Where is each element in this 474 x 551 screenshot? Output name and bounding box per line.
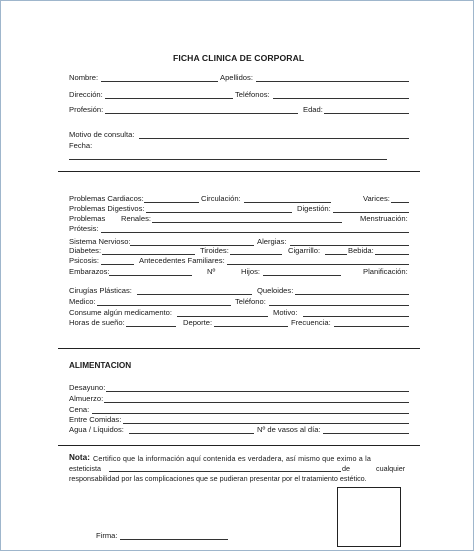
label-telefono: Teléfono: bbox=[235, 297, 266, 306]
input-almuerzo-line[interactable] bbox=[104, 402, 409, 403]
alimentacion-heading: ALIMENTACION bbox=[69, 361, 132, 370]
input-circulacion-line[interactable] bbox=[244, 202, 331, 203]
label-hijos: Hijos: bbox=[241, 267, 260, 276]
label-edad: Edad: bbox=[303, 105, 323, 114]
label-queloides: Queloides: bbox=[257, 286, 294, 295]
nota-line-2-de: de bbox=[342, 464, 350, 473]
input-esteticista-line[interactable] bbox=[109, 471, 341, 472]
input-apellidos-line[interactable] bbox=[256, 81, 409, 82]
label-motivo-consulta: Motivo de consulta: bbox=[69, 130, 135, 139]
input-protesis-line[interactable] bbox=[101, 232, 409, 233]
input-profesion-line[interactable] bbox=[105, 113, 298, 114]
label-antecedentes-familiares: Antecedentes Familiares: bbox=[139, 256, 225, 265]
input-psicosis-line[interactable] bbox=[101, 264, 134, 265]
input-fecha-line[interactable] bbox=[69, 159, 387, 160]
label-telefonos: Teléfonos: bbox=[235, 90, 270, 99]
label-tiroides: Tiroides: bbox=[200, 246, 229, 255]
label-firma: Firma: bbox=[96, 531, 118, 540]
input-medicamento-line[interactable] bbox=[177, 316, 268, 317]
input-cena-line[interactable] bbox=[92, 413, 409, 414]
input-bebida-line[interactable] bbox=[375, 254, 409, 255]
input-embarazos-line[interactable] bbox=[109, 275, 192, 276]
input-direccion-line[interactable] bbox=[105, 98, 233, 99]
label-frecuencia: Frecuencia: bbox=[291, 318, 331, 327]
label-desayuno: Desayuno: bbox=[69, 383, 106, 392]
input-motivo-consulta-line[interactable] bbox=[139, 138, 409, 139]
input-telefono-line[interactable] bbox=[269, 305, 409, 306]
input-nervioso-line[interactable] bbox=[130, 245, 254, 246]
nota-line-2-start: esteticista bbox=[69, 464, 101, 473]
form-title: FICHA CLINICA DE CORPORAL bbox=[173, 53, 305, 63]
section-divider-3 bbox=[58, 445, 420, 446]
label-medico: Medico: bbox=[69, 297, 96, 306]
label-bebida: Bebida: bbox=[348, 246, 374, 255]
label-direccion: Dirección: bbox=[69, 90, 103, 99]
input-cirugias-line[interactable] bbox=[137, 294, 252, 295]
photo-box bbox=[337, 487, 401, 547]
input-digestion-line[interactable] bbox=[333, 212, 409, 213]
label-embarazos: Embarazos: bbox=[69, 267, 110, 276]
input-diabetes-line[interactable] bbox=[102, 254, 195, 255]
input-hijos-line[interactable] bbox=[263, 275, 341, 276]
label-agua-liquidos: Agua / Líquidos: bbox=[69, 425, 124, 434]
label-fecha: Fecha: bbox=[69, 141, 93, 150]
input-firma-line[interactable] bbox=[120, 539, 228, 540]
input-motivo-line[interactable] bbox=[303, 316, 409, 317]
label-cirugias-plasticas: Cirugías Plásticas: bbox=[69, 286, 132, 295]
label-sistema-nervioso: Sistema Nervioso: bbox=[69, 237, 131, 246]
label-vasos-dia: Nº de vasos al día: bbox=[257, 425, 321, 434]
label-varices: Varices: bbox=[363, 194, 390, 203]
input-telefonos-line[interactable] bbox=[273, 98, 409, 99]
label-alergias: Alergias: bbox=[257, 237, 287, 246]
label-psicosis: Psicosis: bbox=[69, 256, 99, 265]
label-circulacion: Circulación: bbox=[201, 194, 241, 203]
input-cigarrillo-line[interactable] bbox=[325, 254, 347, 255]
input-nombre-line[interactable] bbox=[101, 81, 218, 82]
input-desayuno-line[interactable] bbox=[106, 391, 409, 392]
input-deporte-line[interactable] bbox=[214, 326, 288, 327]
input-sueno-line[interactable] bbox=[126, 326, 176, 327]
input-renales-line[interactable] bbox=[152, 222, 342, 223]
input-medico-line[interactable] bbox=[97, 305, 231, 306]
section-divider-1 bbox=[58, 171, 420, 172]
label-digestion: Digestión: bbox=[297, 204, 331, 213]
input-varices-line[interactable] bbox=[391, 202, 409, 203]
label-cigarrillo: Cigarrillo: bbox=[288, 246, 321, 255]
label-problemas-digestivos: Problemas Digestivos: bbox=[69, 204, 145, 213]
input-antecedentes-line[interactable] bbox=[227, 264, 409, 265]
input-digestivos-line[interactable] bbox=[146, 212, 292, 213]
label-problemas-cardiacos: Problemas Cardiacos: bbox=[69, 194, 144, 203]
label-planificacion: Planificación: bbox=[363, 267, 408, 276]
label-protesis: Prótesis: bbox=[69, 224, 99, 233]
label-consume-medicamento: Consume algún medicamento: bbox=[69, 308, 172, 317]
label-deporte: Deporte: bbox=[183, 318, 213, 327]
label-diabetes: Diabetes: bbox=[69, 246, 102, 255]
label-renales: Renales: bbox=[121, 214, 151, 223]
section-divider-2 bbox=[58, 348, 420, 349]
label-entre-comidas: Entre Comidas: bbox=[69, 415, 122, 424]
label-apellidos: Apellidos: bbox=[220, 73, 253, 82]
input-tiroides-line[interactable] bbox=[230, 254, 282, 255]
nota-line-1: Certifico que la información aquí contenida es verdadera, así mismo que eximo a la bbox=[93, 454, 371, 463]
nota-line-2-end: cualquier bbox=[376, 464, 406, 473]
label-profesion: Profesión: bbox=[69, 105, 104, 114]
label-almuerzo: Almuerzo: bbox=[69, 394, 104, 403]
input-queloides-line[interactable] bbox=[295, 294, 409, 295]
label-cena: Cena: bbox=[69, 405, 90, 414]
nota-line-3: responsabilidad por las complicaciones que se pudieran presentar por el tratamiento estético. bbox=[69, 474, 367, 483]
input-frecuencia-line[interactable] bbox=[334, 326, 409, 327]
input-vasos-line[interactable] bbox=[323, 433, 409, 434]
label-menstruacion: Menstruación: bbox=[360, 214, 408, 223]
label-motivo: Motivo: bbox=[273, 308, 298, 317]
label-nombre: Nombre: bbox=[69, 73, 99, 82]
input-entre-comidas-line[interactable] bbox=[123, 423, 409, 424]
label-problemas: Problemas bbox=[69, 214, 106, 223]
label-numero: Nº bbox=[207, 267, 216, 276]
input-edad-line[interactable] bbox=[324, 113, 409, 114]
label-horas-sueno: Horas de sueño: bbox=[69, 318, 125, 327]
input-cardiacos-line[interactable] bbox=[144, 202, 199, 203]
nota-label: Nota: bbox=[69, 453, 90, 462]
input-agua-line[interactable] bbox=[129, 433, 254, 434]
